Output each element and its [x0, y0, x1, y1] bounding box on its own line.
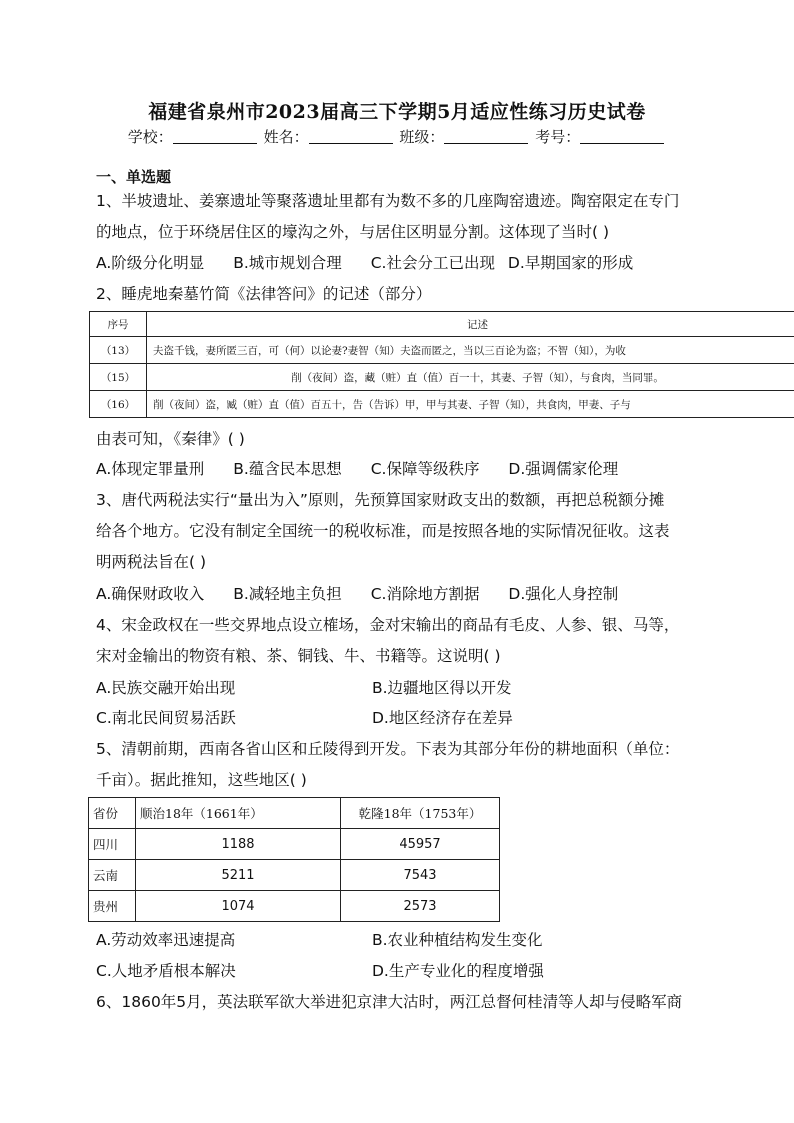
section-heading: 一、单选题 [96, 168, 172, 186]
table-header-row [90, 312, 794, 337]
q4-option-c[interactable]: C.南北民间贸易活跃 [96, 709, 236, 727]
school-label: 学校： [127, 128, 173, 146]
table-header-cell: 序号 [90, 312, 147, 337]
name-field[interactable] [309, 129, 393, 144]
table-cell: （16） [90, 391, 147, 418]
table-cell: 2573 [341, 891, 500, 922]
table-row [90, 337, 794, 364]
q5-option-b[interactable]: B.农业种植结构发生变化 [372, 931, 543, 949]
exam-number-label: 考号： [535, 128, 581, 146]
table-cell: 云南 [89, 860, 136, 891]
q1-stem-line: 1、半坡遗址、姜寨遗址等聚落遗址里都有为数不多的几座陶窑遗迹。陶窑限定在专门 [96, 192, 680, 210]
class-field[interactable] [444, 129, 528, 144]
table-cell: （15） [90, 364, 147, 391]
q3-stem-line: 3、唐代两税法实行“量出为入”原则，先预算国家财政支出的数额，再把总税额分摊 [96, 491, 665, 509]
law-table [89, 311, 794, 418]
q1-option-b[interactable]: B.城市规划合理 [233, 254, 342, 272]
q5-stem-line: 5、清朝前期，西南各省山区和丘陵得到开发。下表为其部分年份的耕地面积（单位： [96, 740, 680, 758]
table-cell: 夫盗千钱，妻所匿三百，可（何）以论妻?妻智（知）夫盗而匿之，当以三百论为盗；不智（知），为收 [147, 337, 794, 364]
school-field[interactable] [173, 129, 257, 144]
exam-number-field[interactable] [580, 129, 664, 144]
q3-option-b[interactable]: B.减轻地主负担 [233, 585, 342, 603]
table-header-cell: 乾隆18年（1753年） [341, 798, 500, 829]
q4-stem-line: 4、宋金政权在一些交界地点设立榷场，金对宋输出的商品有毛皮、人参、银、马等， [96, 616, 680, 634]
q6-stem-line: 6、1860年5月，英法联军欲大举进犯京津大沽时，两江总督何桂清等人却与侵略军商 [96, 993, 683, 1011]
q1-options [96, 251, 657, 273]
table-header-row [89, 798, 500, 829]
q3-option-a[interactable]: A.确保财政收入 [96, 585, 205, 603]
q2-question: 由表可知，《秦律》( ) [96, 430, 245, 448]
q1-option-d[interactable]: D.早期国家的形成 [507, 254, 634, 272]
q2-option-d[interactable]: D.强调儒家伦理 [508, 460, 619, 478]
q4-option-d[interactable]: D.地区经济存在差异 [372, 709, 513, 727]
q5-option-c[interactable]: C.人地矛盾根本解决 [96, 962, 236, 980]
q5-option-d[interactable]: D.生产专业化的程度增强 [372, 962, 544, 980]
page-title: 福建省泉州市2023届高三下学期5月适应性练习历史试卷 [148, 101, 646, 123]
q4-option-a[interactable]: A.民族交融开始出现 [96, 679, 236, 697]
table-cell: 削（夜间）盗，藏（赃）直（值）百一十，其妻、子智（知），与食肉，当同罪。 [147, 364, 794, 391]
q1-stem-line: 的地点，位于环绕居住区的壕沟之外，与居住区明显分割。这体现了当时( ) [96, 223, 610, 241]
table-row [90, 391, 794, 418]
q1-option-a[interactable]: A.阶级分化明显 [96, 254, 205, 272]
table-cell: 四川 [89, 829, 136, 860]
table-cell: （13） [90, 337, 147, 364]
class-label: 班级： [399, 128, 445, 146]
table-row [89, 829, 500, 860]
q2-option-a[interactable]: A.体现定罪量刑 [96, 460, 205, 478]
q3-option-c[interactable]: C.消除地方割据 [370, 585, 480, 603]
table-cell: 5211 [136, 860, 341, 891]
q3-stem-line: 明两税法旨在( ) [96, 553, 207, 571]
table-cell: 45957 [341, 829, 500, 860]
q5-stem-line: 千亩）。据此推知，这些地区( ) [96, 771, 307, 789]
q4-stem-line: 宋对金输出的物资有粮、茶、铜钱、牛、书籍等。这说明( ) [96, 647, 501, 665]
q3-options [96, 582, 642, 604]
table-header-cell: 顺治18年（1661年） [136, 798, 341, 829]
table-header-cell: 记述 [147, 312, 794, 337]
q2-stem: 2、睡虎地秦墓竹简《法律答问》的记述（部分） [96, 285, 432, 303]
name-label: 姓名： [263, 128, 309, 146]
q2-option-c[interactable]: C.保障等级秩序 [370, 460, 480, 478]
student-info-line [0, 126, 794, 147]
table-cell: 1074 [136, 891, 341, 922]
q4-option-b[interactable]: B.边疆地区得以开发 [372, 679, 512, 697]
table-row [90, 364, 794, 391]
q1-option-c[interactable]: C.社会分工已出现 [370, 254, 495, 272]
table-row [89, 891, 500, 922]
q3-stem-line: 给各个地方。它没有制定全国统一的税收标准，而是按照各地的实际情况征收。这表 [96, 522, 670, 540]
table-cell: 削（夜间）盗，臧（赃）直（值）百五十，告（告诉）甲，甲与其妻、子智（知），共食肉，甲妻、子与 [147, 391, 794, 418]
q2-option-b[interactable]: B.蕴含民本思想 [233, 460, 342, 478]
q5-option-a[interactable]: A.劳动效率迅速提高 [96, 931, 236, 949]
q2-options [96, 457, 642, 479]
q3-option-d[interactable]: D.强化人身控制 [508, 585, 619, 603]
table-header-cell: 省份 [89, 798, 136, 829]
table-cell: 7543 [341, 860, 500, 891]
table-cell: 1188 [136, 829, 341, 860]
table-row [89, 860, 500, 891]
table-cell: 贵州 [89, 891, 136, 922]
farmland-table [88, 797, 500, 922]
